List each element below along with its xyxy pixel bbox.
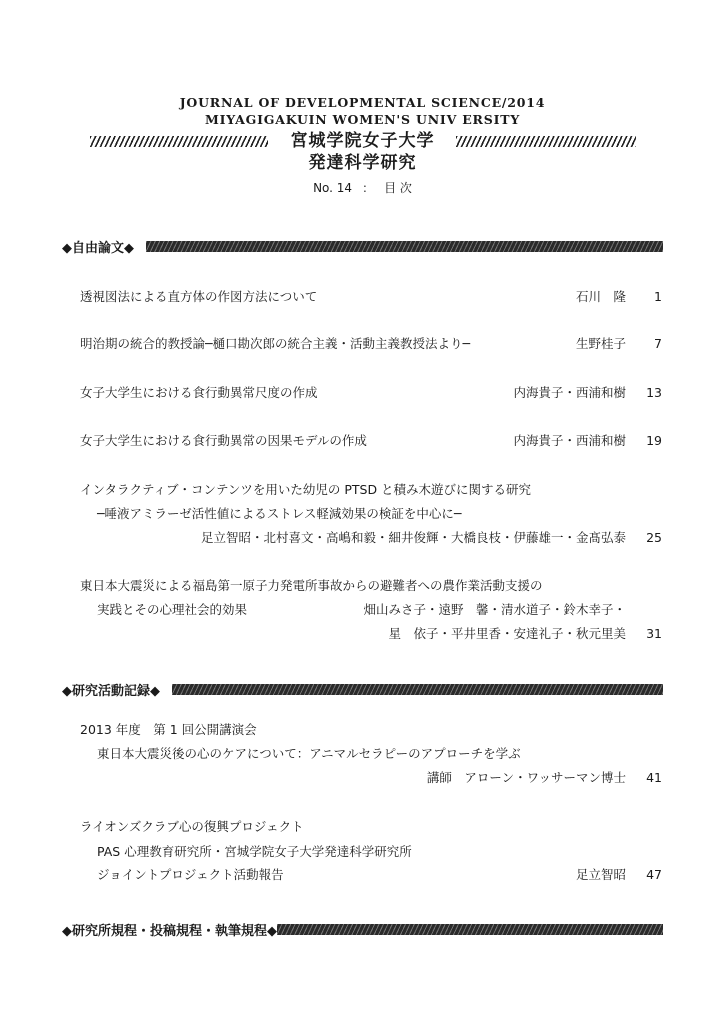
toc-entry-author-line [80, 528, 662, 548]
toc-entry-author-line [80, 600, 662, 620]
entry-author: 足立智昭・北村喜文・高嶋和毅・細井俊輝・大橋良枝・伊藤雄一・金髙弘泰 [200, 530, 626, 545]
toc-entry-title-line[interactable] [80, 480, 662, 500]
record-speaker-line [80, 768, 662, 788]
entry-author: 内海貴子・西浦和樹 [513, 385, 626, 400]
decorative-hatch-right [456, 136, 636, 147]
section-divider-bar [146, 241, 663, 252]
entry-author: 畑山みさ子・遠野 馨・清水道子・鈴木幸子・ [363, 602, 626, 617]
entry-page: 41 [646, 770, 662, 785]
journal-title-ja: 発達科学研究 [308, 153, 417, 173]
entry-title: 透視図法による直方体の作図方法について [80, 289, 318, 304]
record-title: 東日本大震災後の心のケアについて：アニマルセラピーのアプローチを学ぶ [97, 746, 521, 761]
section-research-records [62, 679, 663, 699]
record-heading[interactable] [80, 817, 662, 837]
record-heading-text: 2013 年度 第 1 回公開講演会 [80, 722, 257, 737]
toc-entry[interactable] [80, 383, 662, 403]
section-free-papers-label: ◆自由論文◆ [62, 240, 134, 256]
entry-subtitle: ─唾液アミラーゼ活性値によるストレス軽減効果の検証を中心に─ [97, 506, 462, 521]
record-speaker: 講師 アローン・ワッサーマン博士 [426, 770, 626, 785]
entry-title: インタラクティブ・コンテンツを用いた幼児の PTSD と積み木遊びに関する研究 [80, 482, 532, 497]
issue-colon: ： [362, 181, 375, 195]
entry-page: 19 [646, 433, 662, 448]
record-line-text: ジョイントプロジェクト活動報告 [97, 867, 284, 882]
toc-entry[interactable] [80, 431, 662, 451]
entry-title-continued: 実践とその心理社会的効果 [97, 602, 248, 617]
entry-page: 1 [654, 289, 662, 304]
toc-entry-subtitle-line [97, 504, 662, 524]
record-author-line [80, 865, 662, 885]
entry-author: 足立智昭 [575, 867, 626, 882]
entry-author: 石川 隆 [575, 289, 626, 304]
issue-line [0, 181, 725, 195]
entry-author: 星 依子・平井里香・安達礼子・秋元里美 [388, 626, 626, 641]
record-heading-text: ライオンズクラブ心の復興プロジェクト [80, 819, 304, 834]
toc-entry-title-line[interactable] [80, 576, 662, 596]
section-free-papers [62, 236, 663, 256]
university-name-ja: 宮城学院女子大学 [290, 131, 435, 151]
entry-author: 内海貴子・西浦和樹 [513, 433, 626, 448]
toc-entry[interactable] [80, 334, 662, 354]
section-regulations-label: ◆研究所規程・投稿規程・執筆規程◆ [62, 923, 277, 939]
journal-title-en: JOURNAL OF DEVELOPMENTAL SCIENCE/2014 [179, 95, 546, 110]
entry-title: 女子大学生における食行動異常の因果モデルの作成 [80, 433, 367, 448]
record-heading[interactable] [80, 720, 662, 740]
issue-number: No. 14 [313, 181, 353, 195]
entry-title: 女子大学生における食行動異常尺度の作成 [80, 385, 318, 400]
entry-title: 東日本大震災による福島第一原子力発電所事故からの避難者への農作業活動支援の [80, 578, 543, 593]
record-line [97, 842, 662, 862]
entry-page: 31 [646, 626, 662, 641]
toc-entry[interactable] [80, 287, 662, 307]
section-research-records-label: ◆研究活動記録◆ [62, 683, 160, 699]
university-name-en: MIYAGIGAKUIN WOMEN'S UNIV ERSITY [204, 112, 521, 127]
entry-title: 明治期の統合的教授論─樋口勘次郎の統合主義・活動主義教授法より─ [80, 336, 471, 351]
record-title-line [97, 744, 662, 764]
section-regulations [62, 919, 663, 939]
toc-entry-author-line [80, 624, 662, 644]
entry-page: 7 [654, 336, 662, 351]
entry-page: 47 [646, 867, 662, 882]
section-divider-bar [277, 924, 663, 935]
entry-author: 生野桂子 [575, 336, 626, 351]
entry-page: 13 [646, 385, 662, 400]
entry-page: 25 [646, 530, 662, 545]
section-divider-bar [172, 684, 663, 695]
contents-label: 目 次 [384, 181, 412, 195]
record-line-text: PAS 心理教育研究所・宮城学院女子大学発達科学研究所 [97, 844, 412, 859]
